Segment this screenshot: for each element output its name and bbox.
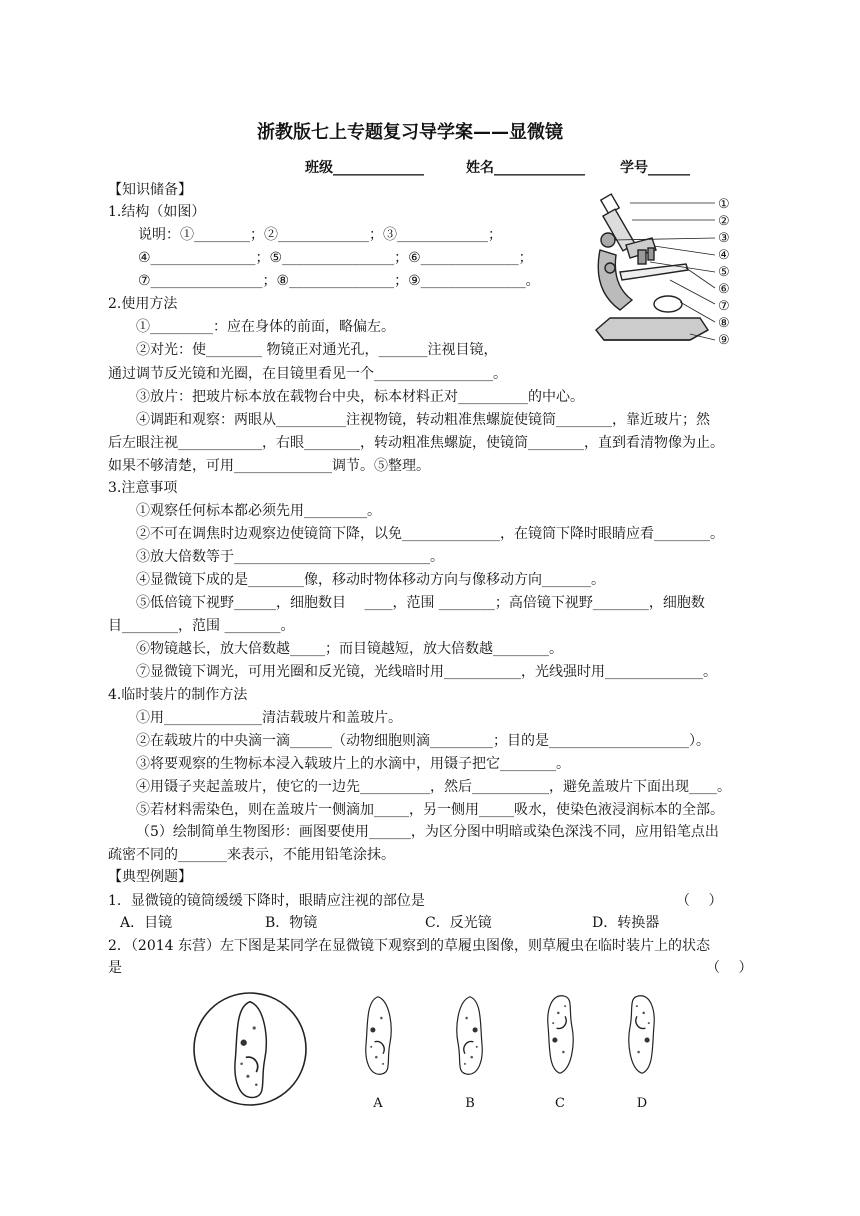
microscope-label: ⑨ [718, 333, 730, 348]
text-line: ①_________：应在身体的前面，略偏左。 [136, 319, 395, 335]
text-line: 疏密不同的_______来表示，不能用铅笔涂抹。 [108, 847, 395, 863]
text-line: ④用镊子夹起盖玻片，使它的一边先__________，然后___________，避免盖玻片下面出现____。 [136, 779, 731, 795]
q1-answer-paren: （ ） [676, 893, 723, 909]
text-line: ②不可在调焦时边观察边使镜筒下降，以免______________，在镜筒下降时眼睛应看________。 [136, 526, 724, 542]
text-line: ②对光：使________ 物镜正对通光孔，_______注视目镜， [136, 342, 498, 358]
paramecium-figure [190, 985, 680, 1115]
q2-stem: 2．（2014 东营）左下图是某同学在显微镜下观察到的草履虫图像，则草履虫在临时装片上的状态 [108, 938, 710, 954]
section-examples: 【典型例题】 [108, 869, 192, 885]
text-line: 后左眼注视____________，右眼________，转动粗准焦螺旋，使镜筒________，直到看清物像为止。 [108, 435, 724, 451]
microscope-label: ⑦ [718, 299, 730, 314]
microscope-label: ⑤ [718, 265, 730, 280]
q1-option-b: B．物镜 [265, 915, 318, 931]
text-line: ⑦显微镜下调光，可用光圈和反光镜，光线暗时用___________，光线强时用______________。 [136, 664, 717, 680]
q1-option-c: C．反光镜 [425, 915, 492, 931]
q1-option-a: A．目镜 [120, 915, 173, 931]
option-label-c: C [555, 1096, 565, 1111]
text-line: 3.注意事项 [108, 480, 178, 496]
text-line: ②在载玻片的中央滴一滴______（动物细胞则滴_________；目的是____________________）。 [136, 733, 710, 749]
text-line: ③将要观察的生物标本浸入载玻片上的水滴中，用镊子把它________。 [136, 756, 570, 772]
section-knowledge: 【知识储备】 [108, 182, 192, 198]
microscope-label: ③ [718, 231, 730, 246]
option-label-b: B [465, 1096, 475, 1111]
text-line: ⑤低倍镜下视野______，细胞数目 ____，范围 ________；高倍镜下视野________，细胞数 [136, 595, 705, 611]
text-line: ④显微镜下成的是________像，移动时物体移动方向与像移动方向_______。 [136, 572, 605, 588]
text-line: ④调距和观察：两眼从__________注视物镜，转动粗准焦螺旋使镜筒________，靠近玻片；然 [136, 412, 710, 428]
page-title: 浙教版七上专题复习导学案——显微镜 [257, 122, 563, 143]
student-id-field: 学号______ [620, 160, 690, 176]
text-line: 4.临时装片的制作方法 [108, 687, 248, 703]
q2-stem-continued: 是 [108, 960, 122, 976]
microscope-figure [590, 190, 740, 360]
text-line: ⑤若材料需染色，则在盖玻片一侧滴加_____，另一侧用_____吸水，使染色液浸润标本的全部。 [136, 802, 724, 818]
text-line: ①观察任何标本都必须先用_________。 [136, 503, 381, 519]
text-line: 目________，范围 ________。 [108, 618, 295, 634]
microscope-label: ① [718, 197, 730, 212]
class-field: 班级_____________ [305, 160, 424, 176]
name-field: 姓名_____________ [466, 160, 585, 176]
microscope-label: ② [718, 214, 730, 229]
text-line: ⑦________________；⑧_______________；⑨_______________。 [138, 273, 540, 289]
text-line: ③放大倍数等于____________________________。 [136, 549, 444, 565]
q1-option-d: D．转换器 [592, 915, 660, 931]
q2-answer-paren: （ ） [706, 960, 753, 976]
text-line: ⑥物镜越长，放大倍数越_____；而目镜越短，放大倍数越________。 [136, 641, 563, 657]
text-line: ③放片：把玻片标本放在载物台中央，标本材料正对__________的中心。 [136, 389, 584, 405]
option-label-d: D [636, 1096, 648, 1111]
text-line: （5）绘制简单生物图形：画图要使用______，为区分图中明暗或染色深浅不同，应用铅笔点出 [136, 824, 719, 840]
text-line: 如果不够清楚，可用______________调节。⑤整理。 [108, 458, 430, 474]
option-label-a: A [373, 1096, 383, 1111]
microscope-label: ④ [718, 248, 730, 263]
text-line: 2.使用方法 [108, 296, 178, 312]
q1-stem: 1．显微镜的镜筒缓缓下降时，眼睛应注视的部位是 [108, 893, 425, 909]
microscope-label: ⑥ [718, 282, 730, 297]
text-line: 通过调节反光镜和光圈，在目镜里看见一个_________________。 [108, 366, 507, 382]
text-line: 1.结构（如图） [108, 204, 206, 220]
text-line: 说明：①________；②_____________；③_____________； [138, 227, 502, 243]
microscope-label: ⑧ [718, 316, 730, 331]
text-line: ①用______________清洁载玻片和盖玻片。 [136, 710, 402, 726]
text-line: ④_______________；⑤________________；⑥______________； [138, 250, 533, 266]
